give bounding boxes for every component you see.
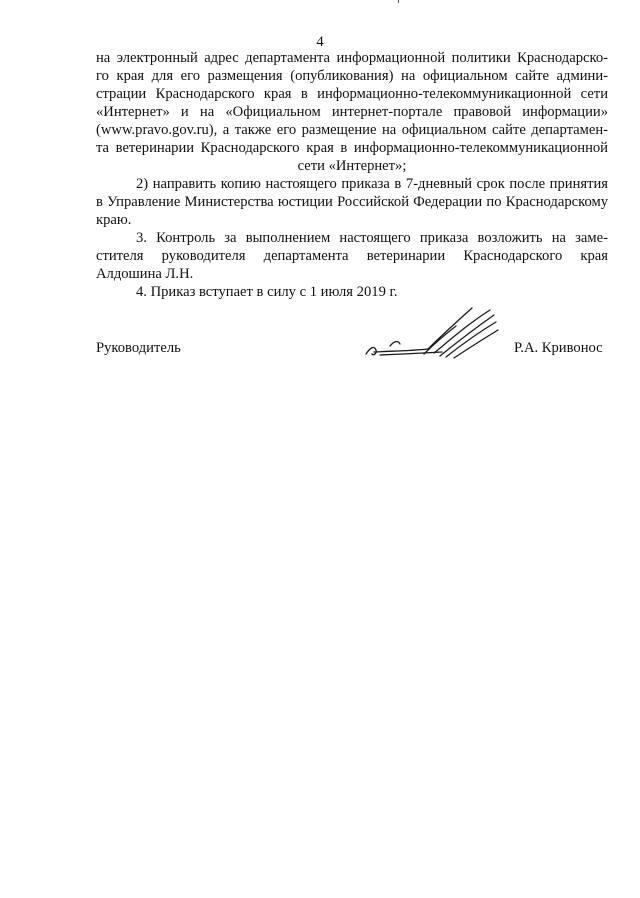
signatory-role: Руководитель <box>96 340 181 356</box>
body-line: страции Краснодарского края в информационно-телекоммуникационной сети <box>96 86 608 102</box>
body-line: 3. Контроль за выполнением настоящего приказа возложить на заме- <box>136 230 608 246</box>
page-number: 4 <box>316 34 324 50</box>
body-line: «Интернет» и на «Официальном интернет-портале правовой информации» <box>96 104 608 120</box>
body-line: стителя руководителя департамента ветеринарии Краснодарского края <box>96 248 608 264</box>
body-line: го края для его размещения (опубликования) на официальном сайте админи- <box>96 68 608 84</box>
body-line: Алдошина Л.Н. <box>96 266 194 282</box>
body-line: (www.pravo.gov.ru), а также его размещение на официальном сайте департамен- <box>96 122 608 138</box>
signatory-name: Р.А. Кривонос <box>514 340 603 356</box>
body-line: та ветеринарии Краснодарского края в информационно-телекоммуникационной <box>96 140 608 156</box>
handwritten-signature <box>360 296 500 366</box>
body-line: 2) направить копию настоящего приказа в 7-дневный срок после принятия <box>136 176 608 192</box>
scan-mark <box>398 0 399 3</box>
body-line: на электронный адрес департамента информационной политики Краснодарско- <box>96 50 608 66</box>
body-line: в Управление Министерства юстиции Российской Федерации по Краснодарскому <box>96 194 608 210</box>
body-line: 4. Приказ вступает в силу с 1 июля 2019 г. <box>136 284 398 300</box>
body-line: краю. <box>96 212 132 228</box>
body-line: сети «Интернет»; <box>297 158 407 174</box>
